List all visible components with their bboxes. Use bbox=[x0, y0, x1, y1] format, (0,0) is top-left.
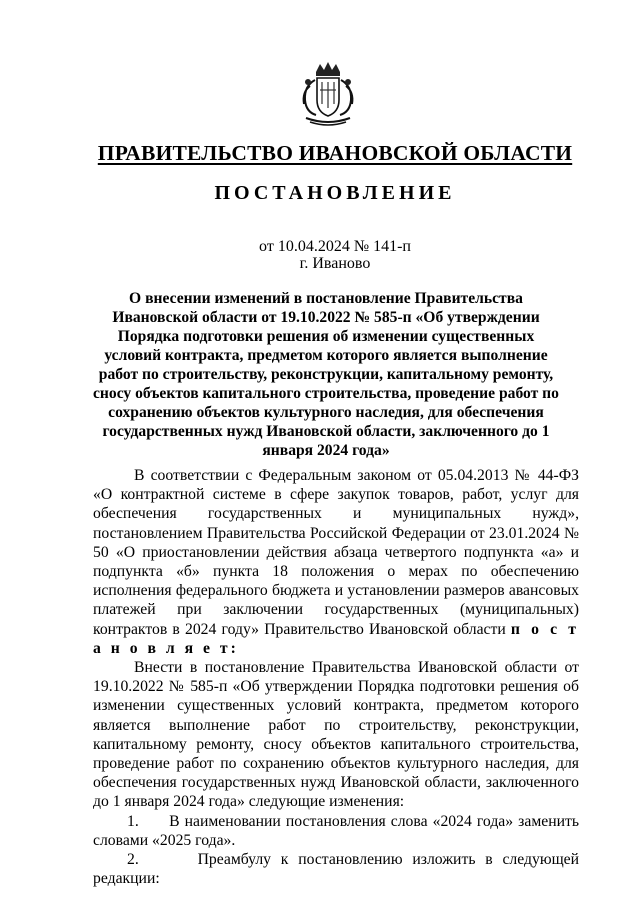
city: г. Иваново bbox=[299, 255, 371, 272]
item-number: 2. bbox=[127, 851, 139, 869]
document-title: О внесении изменений в постановление Правительства Ивановской области от 19.10.2022 № 585-п «Об утверждении Порядка подготовки решения об изменении существенных условий контракта, предметом которого является выполнение работ по строительству, реконструкции, капитальному ремонту, сносу объектов капитального строительства, проведение работ по сохранению объектов культурного наследия, для обеспечения государственных нужд Ивановской области, заключенного до 1 января 2024 года» bbox=[93, 290, 559, 459]
document-type: ПОСТАНОВЛЕНИЕ bbox=[214, 182, 456, 204]
preamble-paragraph bbox=[93, 466, 579, 658]
list-item bbox=[93, 812, 579, 850]
preamble-text: В соответствии с Федеральным законом от 05.04.2013 № 44-ФЗ «О контрактной системе в сфере закупок товаров, работ, услуг для обеспечения государственных и муниципальных нужд», постановлением Правительства Российской Федерации от 23.01.2024 № 50 «О приостановлении действия абзаца четвертого подпункта «а» и подпункта «б» пункта 18 положения о мерах по обеспечению исполнения федерального бюджета и установлении размеров авансовых платежей при заключении государственных (муниципальных) контрактов в 2024 году» Правительство Ивановской области bbox=[93, 467, 579, 638]
resolves-word: п о с т а н о в л я е т: bbox=[93, 620, 579, 657]
coat-of-arms-emblem bbox=[296, 60, 360, 128]
amend-paragraph: Внести в постановление Правительства Ивановской области от 19.10.2022 № 585-п «Об утверждении Порядка подготовки решения об изменении существенных условий контракта, предметом которого является выполнение работ по строительству, реконструкции, капитальному ремонту, сносу объектов капитального строительства, проведение работ по сохранению объектов культурного наследия, для обеспечения государственных нужд Ивановской области, заключенного до 1 января 2024 года» следующие изменения: bbox=[93, 659, 579, 811]
list-item bbox=[93, 850, 579, 888]
item-text: В наименовании постановления слова «2024 года» заменить словами «2025 года». bbox=[93, 812, 580, 849]
document-body bbox=[93, 466, 579, 888]
item-number: 1. bbox=[127, 812, 139, 830]
item-text: Преамбулу к постановлению изложить в следующей редакции: bbox=[93, 851, 580, 888]
government-title: ПРАВИТЕЛЬСТВО ИВАНОВСКОЙ ОБЛАСТИ bbox=[97, 141, 573, 165]
date-number: от 10.04.2024 № 141-п bbox=[259, 238, 411, 255]
